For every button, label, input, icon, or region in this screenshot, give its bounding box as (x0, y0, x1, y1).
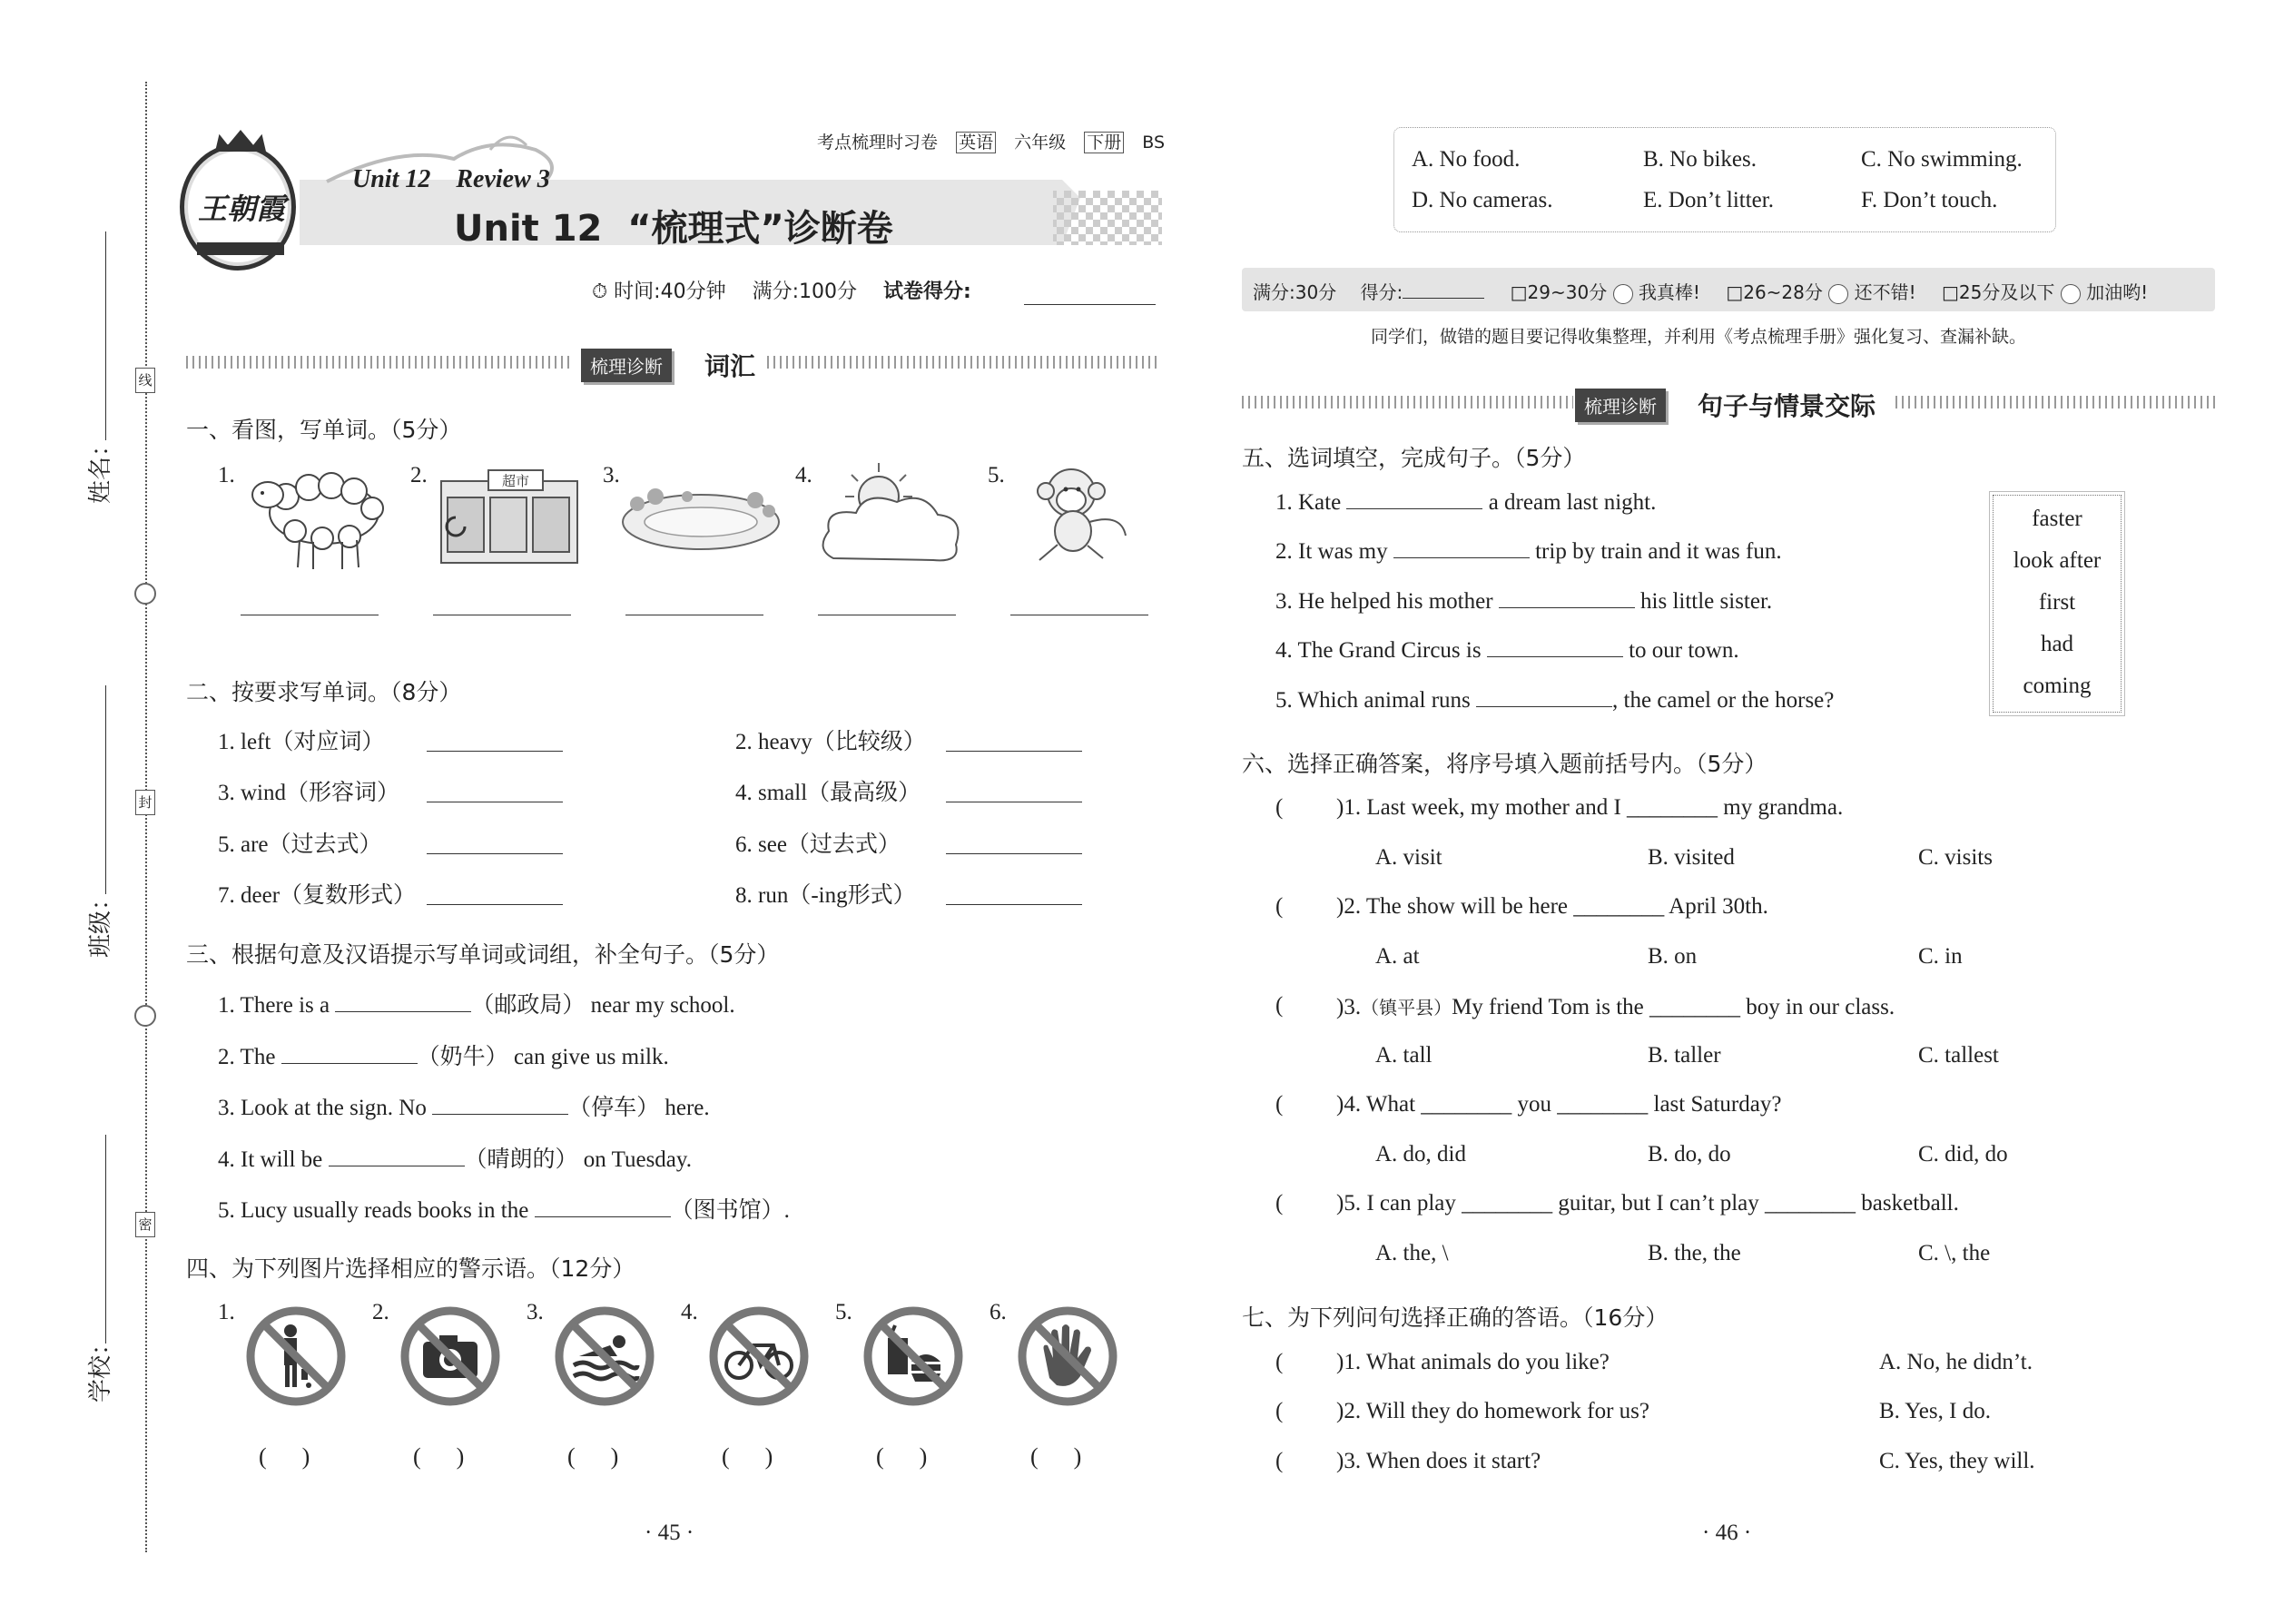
option-c: C. No swimming. (1861, 147, 2023, 172)
option-f: F. Don’t touch. (1861, 188, 1998, 212)
no-swimming-sign (554, 1305, 655, 1407)
s7-q2: )2. Will they do homework for us? (1336, 1399, 1649, 1423)
logo-ribbon (197, 242, 284, 255)
smile-icon-3 (2061, 284, 2081, 304)
binding-ornament-2 (134, 1005, 156, 1027)
s5-answer-4[interactable] (1487, 656, 1623, 657)
s4-number-2: 2. (372, 1300, 389, 1324)
s2-answer-7[interactable] (427, 878, 563, 905)
s5-word-5: coming (2023, 674, 2092, 698)
s1-number-1: 1. (218, 463, 235, 487)
s6-q3-num: )3. (1336, 995, 1362, 1019)
score-bar-score: 得分: (1360, 281, 1403, 303)
s6-q5-b: B. the, the (1648, 1241, 1741, 1265)
s4-number-1: 1. (218, 1300, 235, 1324)
s2-title: 二、按要求写单词。（8分） (186, 679, 462, 705)
sheep-picture (241, 458, 386, 572)
s6-q4-a: A. do, did (1375, 1142, 1466, 1166)
option-b: B. No bikes. (1643, 147, 1757, 172)
s3-item-2-pre: 2. The (218, 1045, 281, 1069)
s6-q5-a: A. the, \ (1375, 1241, 1449, 1265)
binding-mark-line: 线 (135, 368, 155, 393)
no-bikes-sign (708, 1305, 810, 1407)
s1-number-3: 3. (603, 463, 620, 487)
class-field-line[interactable] (105, 685, 106, 894)
s5-item-3-post: his little sister. (1634, 589, 1773, 614)
s2-item-5: 5. are（过去式） (218, 832, 382, 857)
no-food-sign (862, 1305, 964, 1407)
score-bar-r1[interactable]: □29~30分 (1510, 281, 1608, 303)
s4-answer-2[interactable]: ( ) (413, 1443, 465, 1470)
smile-icon-2 (1828, 284, 1848, 304)
s6-q2-b: B. on (1648, 944, 1698, 969)
s3-item-4 (218, 1141, 692, 1174)
s3-item-4-post: on Tuesday. (577, 1147, 693, 1172)
s2-item-4: 4. small（最高级） (735, 781, 921, 805)
s3-item-2-post: can give us milk. (507, 1045, 669, 1069)
exam-full-score: 满分:100分 (752, 281, 857, 303)
s5-word-3: first (2038, 590, 2076, 615)
smile-icon-1 (1613, 284, 1633, 304)
no-touch-sign (1017, 1305, 1118, 1407)
binding-ornament-1 (134, 583, 156, 605)
s5-item-1-post: a dream last night. (1482, 490, 1657, 515)
s7-paren-1[interactable]: ( (1275, 1350, 1284, 1374)
s7-paren-2[interactable]: ( (1275, 1399, 1284, 1423)
s5-item-2 (1275, 539, 1782, 565)
s6-paren-1[interactable]: ( (1275, 795, 1284, 820)
s7-q3: )3. When does it start? (1336, 1449, 1541, 1473)
s5-item-1 (1275, 490, 1656, 516)
s7-a3: C. Yes, they will. (1879, 1449, 2035, 1473)
s7-a2: B. Yes, I do. (1879, 1399, 1991, 1423)
s5-item-3 (1275, 589, 1772, 615)
s3-item-1 (218, 987, 735, 1019)
s6-paren-5[interactable]: ( (1275, 1191, 1284, 1216)
s4-answer-1[interactable]: ( ) (259, 1443, 310, 1470)
s6-q1: )1. Last week, my mother and I ________ my grandma. (1336, 795, 1844, 820)
s1-number-5: 5. (988, 463, 1005, 487)
score-bar (1242, 268, 2215, 311)
s2-item-2: 2. heavy（比较级） (735, 730, 926, 754)
score-bar-r3[interactable]: □25分及以下 (1942, 281, 2055, 303)
s1-number-2: 2. (410, 463, 428, 487)
s3-answer-3[interactable] (432, 1114, 568, 1115)
s3-item-1-hint: （邮政局） (471, 993, 586, 1018)
section-divider-right-b (1895, 396, 2215, 408)
header-meta (817, 129, 1165, 153)
page-title: Unit 12 “梳理式”诊断卷 (454, 208, 893, 250)
s4-answer-6[interactable]: ( ) (1030, 1443, 1082, 1470)
s1-title: 一、看图，写单词。（5分） (186, 417, 462, 443)
s5-item-2-pre: 2. It was my (1275, 539, 1393, 564)
s2-answer-6[interactable] (946, 827, 1082, 854)
review-note: 同学们，做错的题目要记得收集整理，并利用《考点梳理手册》强化复习、查漏补缺。 (1371, 327, 2027, 347)
s2-answer-3[interactable] (427, 775, 563, 802)
option-e: E. Don’t litter. (1643, 188, 1774, 212)
s6-q1-c: C. visits (1918, 845, 1993, 870)
section-divider-left-a (186, 356, 572, 369)
s5-item-4-pre: 4. The Grand Circus is (1275, 638, 1487, 663)
school-label: 学校： (87, 1331, 114, 1403)
s6-q3-source: （镇平县） (1361, 997, 1452, 1019)
name-field-line[interactable] (105, 231, 106, 440)
s6-q3-b: B. taller (1648, 1043, 1721, 1068)
s7-title: 七、为下列问句选择正确的答语。（16分） (1242, 1304, 1669, 1331)
s5-item-5-post: , the camel or the horse? (1612, 688, 1835, 713)
s3-item-3-hint: （停车） (568, 1096, 660, 1120)
s1-number-4: 4. (795, 463, 812, 487)
school-field-line[interactable] (105, 1135, 106, 1343)
s6-title: 六、选择正确答案，将序号填入题前括号内。（5分） (1242, 751, 1767, 777)
s5-answer-3[interactable] (1499, 607, 1635, 608)
s3-item-5-post: . (783, 1198, 790, 1223)
header-grade: 六年级 (1014, 133, 1067, 153)
s6-q5: )5. I can play ________ guitar, but I can’t play ________ basketball. (1336, 1191, 1959, 1216)
option-d: D. No cameras. (1412, 188, 1553, 212)
s3-item-4-hint: （晴朗的） (464, 1147, 578, 1172)
score-bar-r3-text: 加油哟! (2086, 281, 2149, 303)
s3-item-5-pre: 5. Lucy usually reads books in the (218, 1198, 535, 1223)
s2-item-3: 3. wind（形容词） (218, 781, 400, 805)
name-label: 姓名： (87, 432, 114, 504)
s5-item-1-pre: 1. Kate (1275, 490, 1347, 515)
s4-answer-5[interactable]: ( ) (876, 1443, 928, 1470)
score-bar-r2[interactable]: □26~28分 (1726, 281, 1823, 303)
s5-word-1: faster (2032, 507, 2082, 531)
s4-answer-4[interactable]: ( ) (722, 1443, 773, 1470)
clock-icon: ⏱ (592, 281, 608, 303)
exam-score-label: 试卷得分: (883, 281, 971, 303)
s3-item-3-pre: 3. Look at the sign. No (218, 1096, 433, 1120)
header-term: 下册 (1084, 132, 1124, 153)
s3-item-4-pre: 4. It will be (218, 1147, 329, 1172)
s2-item-1: 1. left（对应词） (218, 730, 385, 754)
right-page-number: · 46 · (1702, 1521, 1752, 1545)
no-cameras-sign (399, 1305, 501, 1407)
s3-item-1-post: near my school. (585, 993, 735, 1018)
lake-picture (619, 477, 783, 563)
s2-answer-4[interactable] (946, 775, 1082, 802)
section-title-vocab: 词汇 (704, 351, 756, 381)
s7-a1: A. No, he didn’t. (1879, 1350, 2033, 1374)
s3-item-5 (218, 1192, 790, 1225)
s3-answer-2[interactable] (281, 1063, 418, 1064)
s6-q4-c: C. did, do (1918, 1142, 2008, 1166)
binding-mark-seal: 封 (135, 790, 155, 815)
s5-item-2-post: trip by train and it was fun. (1529, 539, 1782, 564)
s6-q2-a: A. at (1375, 944, 1420, 969)
s2-item-8: 8. run（-ing形式） (735, 883, 916, 908)
s4-number-6: 6. (989, 1300, 1007, 1324)
s5-answer-2[interactable] (1393, 557, 1530, 558)
section-title-sentences: 句子与情景交际 (1698, 391, 1876, 421)
monkey-picture (1008, 458, 1135, 572)
binding-mark-bind: 密 (135, 1212, 155, 1237)
s3-item-5-hint: （图书馆） (670, 1198, 784, 1223)
s3-title: 三、根据句意及汉语提示写单词或词组，补全句子。（5分） (186, 941, 780, 968)
s6-paren-4[interactable]: ( (1275, 1092, 1284, 1117)
s5-item-4 (1275, 638, 1739, 664)
sunny-cloudy-picture (815, 458, 965, 572)
s6-q1-b: B. visited (1648, 845, 1735, 870)
supermarket-sign: 超市 (501, 473, 530, 489)
s6-q3-c: C. tallest (1918, 1043, 1999, 1068)
s5-item-5-pre: 5. Which animal runs (1275, 688, 1477, 713)
s7-paren-3[interactable]: ( (1275, 1449, 1284, 1473)
binding-dotted-line (145, 82, 147, 1552)
s5-word-2: look after (2013, 548, 2102, 573)
section-divider-left-b (767, 356, 1157, 369)
s6-q2-c: C. in (1918, 944, 1963, 969)
s2-item-6: 6. see（过去式） (735, 832, 901, 857)
s4-options-box (1393, 127, 2056, 232)
s6-q5-c: C. \, the (1918, 1241, 1991, 1265)
no-litter-sign (245, 1305, 347, 1407)
score-bar-r1-text: 我真棒! (1638, 281, 1700, 303)
header-series: 考点梳理时习卷 (817, 133, 939, 153)
s5-answer-5[interactable] (1476, 706, 1612, 707)
s6-paren-3[interactable]: ( (1275, 993, 1284, 1018)
s7-q1: )1. What animals do you like? (1336, 1350, 1610, 1374)
option-a: A. No food. (1412, 147, 1521, 172)
s6-q3 (1336, 993, 1895, 1020)
s5-item-4-post: to our town. (1622, 638, 1739, 663)
logo-badge (180, 143, 296, 271)
s4-answer-3[interactable]: ( ) (567, 1443, 619, 1470)
exam-score-field[interactable] (1024, 278, 1156, 305)
s6-q4-b: B. do, do (1648, 1142, 1731, 1166)
header-subject: 英语 (956, 132, 996, 153)
s2-answer-1[interactable] (427, 724, 563, 752)
s5-answer-1[interactable] (1346, 508, 1482, 509)
s4-number-5: 5. (835, 1300, 852, 1324)
s6-q3-a: A. tall (1375, 1043, 1433, 1068)
section-tag-vocab: 梳理诊断 (581, 349, 672, 382)
class-label: 班级： (87, 886, 114, 958)
header-edition: BS (1142, 133, 1166, 153)
s5-word-4: had (2040, 632, 2074, 656)
section-divider-right-a (1242, 396, 1573, 408)
s3-item-3-post: here. (659, 1096, 710, 1120)
s2-answer-8[interactable] (946, 878, 1082, 905)
exam-time: 时间:40分钟 (614, 281, 726, 303)
s4-number-3: 3. (527, 1300, 544, 1324)
section-tag-sentences: 梳理诊断 (1575, 389, 1666, 422)
s3-item-2 (218, 1038, 669, 1071)
s4-number-4: 4. (681, 1300, 698, 1324)
s6-q3-text: My friend Tom is the ________ boy in our class. (1452, 995, 1895, 1019)
s6-q4: )4. What ________ you ________ last Saturday? (1336, 1092, 1782, 1117)
s3-item-2-hint: （奶牛） (417, 1045, 508, 1069)
logo-text: 王朝霞 (197, 192, 285, 225)
s2-item-7: 7. deer（复数形式） (218, 883, 417, 908)
s3-answer-1[interactable] (335, 1011, 471, 1012)
s6-paren-2[interactable]: ( (1275, 894, 1284, 919)
s3-item-1-pre: 1. There is a (218, 993, 336, 1018)
s4-title: 四、为下列图片选择相应的警示语。（12分） (186, 1255, 635, 1282)
s5-title: 五、选词填空，完成句子。（5分） (1242, 445, 1586, 471)
s6-q2: )2. The show will be here ________ April 30th. (1336, 894, 1768, 919)
exam-info (592, 276, 971, 304)
unit-subtitle: Unit 12 Review 3 (352, 165, 550, 193)
s3-item-3 (218, 1089, 710, 1122)
s2-answer-2[interactable] (946, 724, 1082, 752)
s5-item-3-pre: 3. He helped his mother (1275, 589, 1499, 614)
s2-answer-5[interactable] (427, 827, 563, 854)
score-bar-full: 满分:30分 (1253, 281, 1337, 303)
s6-q1-a: A. visit (1375, 845, 1442, 870)
score-bar-field[interactable] (1403, 298, 1484, 299)
s3-answer-5[interactable] (535, 1216, 671, 1217)
supermarket-picture (434, 463, 584, 567)
s5-item-5 (1275, 688, 1834, 714)
left-page-number: · 45 · (645, 1521, 694, 1545)
score-bar-r2-text: 还不错! (1854, 281, 1916, 303)
